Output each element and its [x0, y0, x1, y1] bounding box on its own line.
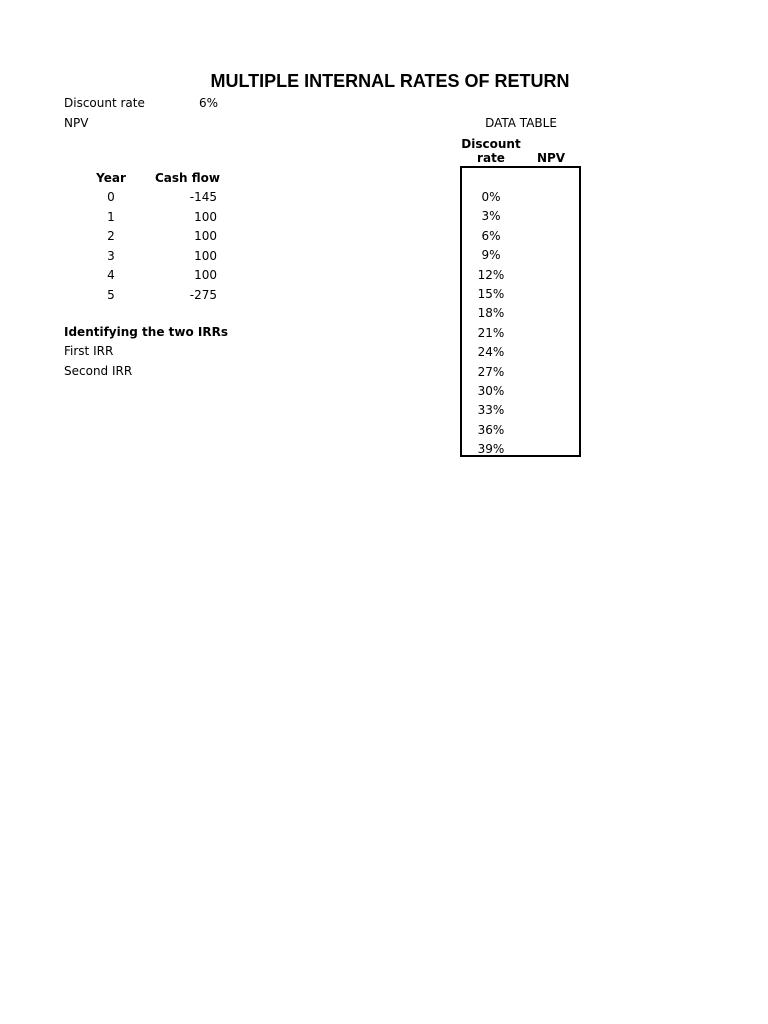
data-table-title: DATA TABLE [485, 116, 557, 130]
data-table-rate-cell[interactable]: 0% [481, 190, 501, 204]
data-table-rate-cell[interactable]: 39% [477, 442, 505, 457]
data-table-rate-cell[interactable]: 24% [477, 345, 505, 360]
cash-flow-year-cell[interactable]: 2 [107, 229, 115, 243]
cash-flow-year-cell[interactable]: 0 [107, 190, 115, 204]
data-table-rate-cell[interactable]: 30% [477, 384, 505, 398]
data-table-npv-header: NPV [536, 151, 566, 165]
cash-flow-value-cell[interactable]: 100 [194, 268, 217, 282]
irr-section-heading: Identifying the two IRRs [64, 325, 228, 339]
data-table-rate-cell[interactable]: 15% [477, 287, 505, 301]
discount-rate-value-cell[interactable]: 6% [198, 96, 218, 110]
data-table-rate-header-line1: Discount [461, 137, 521, 151]
data-table-rate-cell[interactable]: 18% [477, 306, 505, 321]
second-irr-label: Second IRR [64, 364, 133, 378]
cash-flow-column-header: Cash flow [155, 171, 220, 185]
npv-label: NPV [64, 116, 89, 130]
cash-flow-value-cell[interactable]: -275 [189, 287, 217, 302]
cash-flow-value-cell[interactable]: 100 [194, 229, 217, 243]
sheet-title: MULTIPLE INTERNAL RATES OF RETURN [210, 71, 570, 91]
data-table-rate-cell[interactable]: 12% [477, 267, 505, 282]
cash-flow-value-cell[interactable]: 100 [194, 209, 217, 224]
year-column-header: Year [96, 171, 126, 185]
data-table-rate-cell[interactable]: 3% [481, 209, 501, 224]
cash-flow-year-cell[interactable]: 4 [107, 268, 115, 282]
cash-flow-year-cell[interactable]: 5 [107, 287, 115, 302]
discount-rate-label: Discount rate [64, 96, 145, 110]
data-table-rate-header-line2: rate [477, 151, 505, 165]
cash-flow-value-cell[interactable]: 100 [194, 248, 217, 263]
data-table-rate-cell[interactable]: 9% [481, 248, 501, 263]
first-irr-label: First IRR [64, 344, 114, 358]
data-table-rate-cell[interactable]: 27% [477, 364, 505, 379]
cash-flow-year-cell[interactable]: 1 [107, 209, 115, 224]
cash-flow-value-cell[interactable]: -145 [189, 190, 217, 204]
data-table-rate-cell[interactable]: 36% [477, 422, 505, 437]
cash-flow-year-cell[interactable]: 3 [107, 248, 115, 263]
data-table-rate-cell[interactable]: 21% [477, 325, 505, 340]
data-table-rate-cell[interactable]: 6% [481, 228, 501, 243]
data-table-rate-cell[interactable]: 33% [477, 403, 505, 418]
